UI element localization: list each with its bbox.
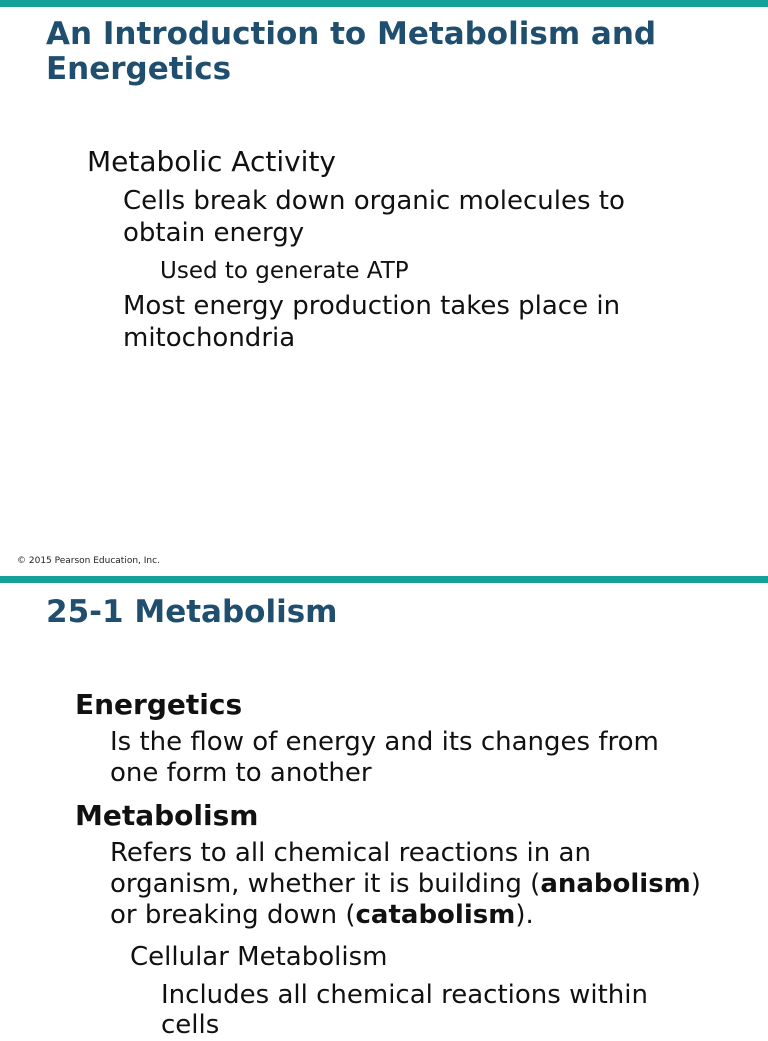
slide-2 — [0, 576, 768, 1040]
energetics-heading: Energetics — [75, 688, 243, 721]
metabolism-text-line-2-part-1: organism, whether it is building ( — [110, 869, 541, 899]
cellular-metabolism-text-line-1: Includes all chemical reactions within — [161, 980, 648, 1010]
bullet-cells-break-down-line-2: obtain energy — [123, 218, 305, 248]
anabolism-term: anabolism — [540, 869, 691, 899]
metabolism-text-line-2 — [110, 869, 701, 900]
metabolism-text-line-2-part-2: ) — [690, 869, 701, 899]
metabolism-text-line-3 — [110, 900, 534, 931]
cellular-metabolism-text-line-2: cells — [161, 1010, 220, 1040]
metabolism-heading: Metabolism — [75, 799, 259, 832]
slide-1-accent-bar — [0, 0, 768, 7]
metabolism-text-line-3-part-1: or breaking down ( — [110, 900, 356, 930]
bullet-cells-break-down-line-1: Cells break down organic molecules to — [123, 186, 625, 216]
metabolic-activity-heading: Metabolic Activity — [87, 145, 336, 178]
bullet-energy-production-line-2: mitochondria — [123, 323, 296, 353]
catabolism-term: catabolism — [355, 900, 516, 930]
cellular-metabolism-heading: Cellular Metabolism — [130, 942, 388, 972]
energetics-text-line-1: Is the flow of energy and its changes from — [110, 727, 659, 757]
metabolism-text-line-1: Refers to all chemical reactions in an — [110, 838, 591, 868]
energetics-text-line-2: one form to another — [110, 758, 372, 788]
sub-bullet-generate-atp: Used to generate ATP — [160, 258, 409, 284]
slide-2-accent-bar — [0, 576, 768, 583]
metabolism-text-line-3-part-2: ). — [515, 900, 534, 930]
bullet-energy-production-line-1: Most energy production takes place in — [123, 291, 621, 321]
copyright-notice: © 2015 Pearson Education, Inc. — [17, 556, 160, 566]
slide-1-title: An Introduction to Metabolism and Energetics — [46, 16, 657, 87]
slide-2-title: 25-1 Metabolism — [46, 594, 338, 630]
